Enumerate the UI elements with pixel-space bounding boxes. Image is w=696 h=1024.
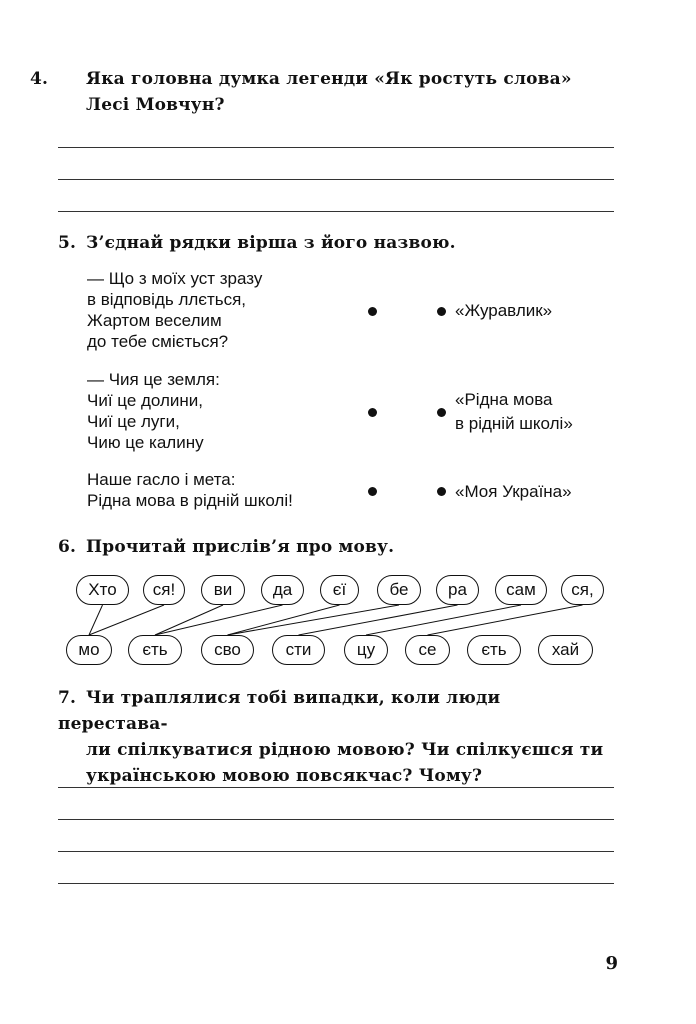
syllable-bottom[interactable]: мо <box>66 635 112 665</box>
syllable-top[interactable]: єї <box>320 575 359 605</box>
poem-line: в відповідь ллється, <box>87 290 247 309</box>
answer-line[interactable] <box>58 787 614 788</box>
task-7-heading <box>58 685 616 789</box>
syllable-connector-line <box>228 605 400 635</box>
syllable-bottom[interactable]: єть <box>467 635 521 665</box>
poem-line: Чиї це луги, <box>87 412 180 431</box>
task-7-text-line: Чи траплялися тобі випадки, коли люди переставa- <box>58 688 501 734</box>
syllable-top[interactable]: ся! <box>143 575 185 605</box>
task-4-number: 4. <box>30 69 49 89</box>
poem-line: до тебе сміється? <box>87 332 229 351</box>
syllable-connector-line <box>155 605 283 635</box>
syllable-top[interactable]: да <box>261 575 304 605</box>
syllable-bottom[interactable]: се <box>405 635 450 665</box>
poem-line: Наше гасло і мета: <box>87 470 236 489</box>
syllable-connector-line <box>155 605 223 635</box>
poem-line: — Що з моїх уст зразу <box>87 269 263 288</box>
syllable-connector-line <box>428 605 583 635</box>
syllable-top[interactable]: бе <box>377 575 421 605</box>
task-7-text-line: ли спілкуватися рідною мовою? Чи спілкуєшся ти <box>86 740 604 760</box>
poem-title-line: в рідній школі» <box>455 414 573 433</box>
syllable-bottom[interactable]: сти <box>272 635 325 665</box>
task-7-number: 7. <box>58 688 77 708</box>
poem-title-line: «Журавлик» <box>455 301 553 320</box>
syllable-bottom[interactable]: єть <box>128 635 182 665</box>
task-6-number: 6. <box>58 537 77 557</box>
syllable-bottom[interactable]: цу <box>344 635 388 665</box>
poem-line: Рідна мова в рідній школі! <box>87 491 293 510</box>
syllable-top[interactable]: ви <box>201 575 245 605</box>
syllable-top[interactable]: сам <box>495 575 547 605</box>
poem-title-line: «Моя Україна» <box>455 482 572 501</box>
syllable-bottom[interactable]: сво <box>201 635 254 665</box>
answer-line[interactable] <box>58 883 614 884</box>
task-5-text: З’єднай рядки вірша з його назвою. <box>86 233 456 253</box>
page-number: 9 <box>605 953 618 974</box>
syllable-top[interactable]: ся, <box>561 575 604 605</box>
syllable-top[interactable]: ра <box>436 575 479 605</box>
poem-line: Чиї це долини, <box>87 391 204 410</box>
poem-line: Жартом веселим <box>87 311 222 330</box>
poem-line: — Чия це земля: <box>87 370 220 389</box>
task-5-number: 5. <box>58 233 77 253</box>
poem-line: Чию це калину <box>87 433 204 452</box>
task-6-text: Прочитай прислів’я про мову. <box>86 537 395 557</box>
task-7-text-line: українською мовою повсякчас? Чому? <box>86 766 483 786</box>
answer-line[interactable] <box>58 819 614 820</box>
syllable-connector-line <box>366 605 521 635</box>
task-4-text: Яка головна думка легенди «Як ростуть слова» Лесі Мовчун? <box>86 69 572 115</box>
answer-line[interactable] <box>58 851 614 852</box>
syllable-top[interactable]: Хто <box>76 575 129 605</box>
syllable-bottom[interactable]: хай <box>538 635 593 665</box>
poem-title-line: «Рідна мова <box>455 390 553 409</box>
